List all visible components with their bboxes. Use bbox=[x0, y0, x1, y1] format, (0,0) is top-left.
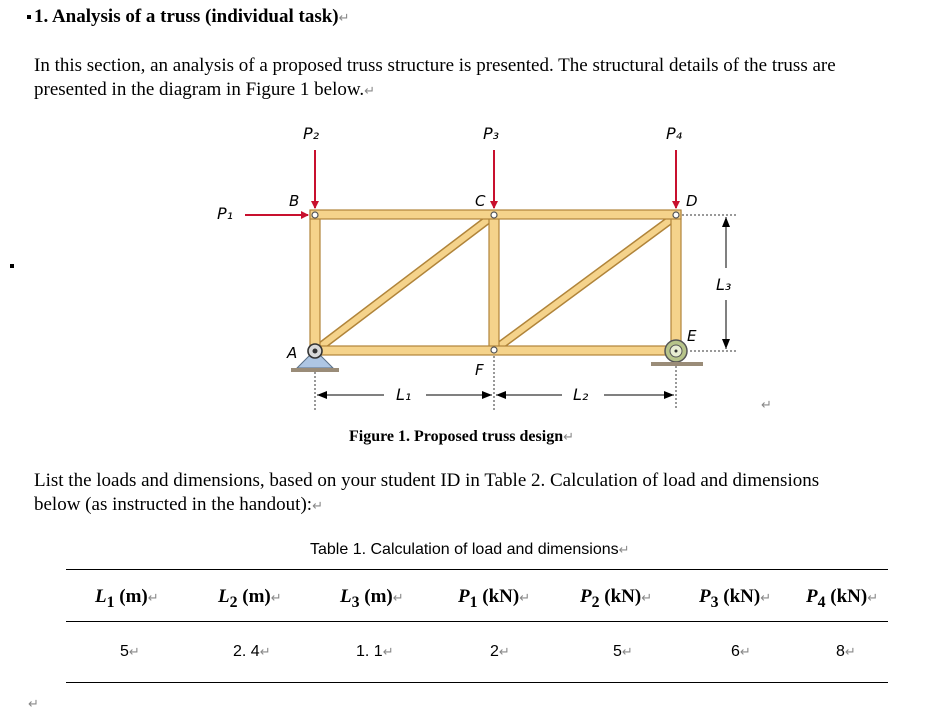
label-node-B: B bbox=[289, 192, 300, 210]
member-AC-diagonal-fill bbox=[316, 215, 494, 350]
member-FD-diagonal-fill bbox=[494, 215, 677, 350]
cell-mark: ↵ bbox=[519, 591, 531, 606]
label-P1: P₁ bbox=[217, 204, 234, 223]
table-cell-L1: 5↵ bbox=[120, 643, 140, 660]
label-P2: P₂ bbox=[303, 124, 320, 143]
table-header-L3: $L_3$ (m)↵ bbox=[340, 586, 404, 611]
table-rule-top bbox=[66, 569, 888, 570]
cell-mark: ↵ bbox=[259, 645, 271, 660]
table-cell-P2: 5↵ bbox=[613, 643, 633, 660]
instructions-line-2 bbox=[34, 493, 323, 519]
table-header-P1: $P_1$ (kN)↵ bbox=[458, 586, 531, 611]
section-number: 1. bbox=[34, 6, 49, 27]
paragraph-mark: ↵ bbox=[338, 11, 350, 26]
joint-F bbox=[491, 347, 497, 353]
instructions-line-1: List the loads and dimensions, based on your student ID in Table 2. Calculation of load and dimensions bbox=[34, 470, 820, 491]
table-header-P2: $P_2$ (kN)↵ bbox=[580, 586, 653, 611]
label-P3: P₃ bbox=[483, 124, 500, 143]
table-header-P3: $P_3$ (kN)↵ bbox=[699, 586, 772, 611]
paragraph-mark: ↵ bbox=[761, 398, 772, 413]
cell-mark: ↵ bbox=[147, 591, 159, 606]
joint-B bbox=[312, 212, 318, 218]
label-node-A: A bbox=[287, 344, 298, 362]
table-rule-bottom bbox=[66, 682, 888, 683]
cell-mark: ↵ bbox=[641, 591, 653, 606]
label-L2: L₂ bbox=[573, 385, 589, 404]
figure-caption-text: Figure 1. Proposed truss design bbox=[349, 428, 564, 445]
table-header-L1: $L_1$ (m)↵ bbox=[95, 586, 159, 611]
member-DE-vertical bbox=[671, 211, 681, 354]
table-cell-P4: 8↵ bbox=[836, 643, 856, 660]
paragraph-mark: ↵ bbox=[364, 84, 376, 99]
table-caption bbox=[310, 541, 630, 559]
cell-mark: ↵ bbox=[392, 591, 404, 606]
intro-line-2-text: presented in the diagram in Figure 1 below. bbox=[34, 79, 365, 100]
intro-line-1: In this section, an analysis of a proposed truss structure is presented. The structural details of the truss are bbox=[34, 55, 836, 76]
figure-caption bbox=[349, 428, 574, 446]
table-caption-text: Table 1. Calculation of load and dimensions bbox=[310, 541, 619, 558]
cell-mark: ↵ bbox=[382, 645, 394, 660]
table-cell-P3: 6↵ bbox=[731, 643, 751, 660]
table-cell-L2: 2. 4↵ bbox=[233, 643, 271, 660]
label-node-C: C bbox=[475, 192, 486, 210]
label-node-F: F bbox=[475, 361, 484, 379]
cell-mark: ↵ bbox=[844, 645, 856, 660]
instructions-line-2-text: below (as instructed in the handout): bbox=[34, 494, 313, 515]
label-node-D: D bbox=[686, 192, 698, 210]
cell-mark: ↵ bbox=[498, 645, 510, 660]
table-cell-L3: 1. 1↵ bbox=[356, 643, 394, 660]
cell-mark: ↵ bbox=[621, 645, 633, 660]
table-header-P4: $P_4$ (kN)↵ bbox=[806, 586, 879, 611]
label-node-E: E bbox=[687, 327, 697, 345]
table-rule-header bbox=[66, 621, 888, 622]
truss-members bbox=[310, 210, 681, 355]
joint-D bbox=[673, 212, 679, 218]
paragraph-mark: ↵ bbox=[28, 697, 39, 712]
joint-C bbox=[491, 212, 497, 218]
member-CF-vertical bbox=[489, 211, 499, 354]
table-cell-P1: 2↵ bbox=[490, 643, 510, 660]
cell-mark: ↵ bbox=[128, 645, 140, 660]
member-AB-vertical bbox=[310, 211, 320, 354]
paragraph-mark: ↵ bbox=[618, 543, 630, 558]
paragraph-mark: ↵ bbox=[563, 430, 574, 445]
table-header-L2: $L_2$ (m)↵ bbox=[218, 586, 282, 611]
section-title: Analysis of a truss (individual task) bbox=[51, 6, 339, 27]
cell-mark: ↵ bbox=[739, 645, 751, 660]
label-L1: L₁ bbox=[396, 385, 412, 404]
paragraph-mark: ↵ bbox=[312, 499, 323, 514]
label-P4: P₄ bbox=[666, 124, 683, 143]
cell-mark: ↵ bbox=[760, 591, 772, 606]
cell-mark: ↵ bbox=[867, 591, 879, 606]
cell-mark: ↵ bbox=[270, 591, 282, 606]
label-L3: L₃ bbox=[716, 275, 732, 294]
